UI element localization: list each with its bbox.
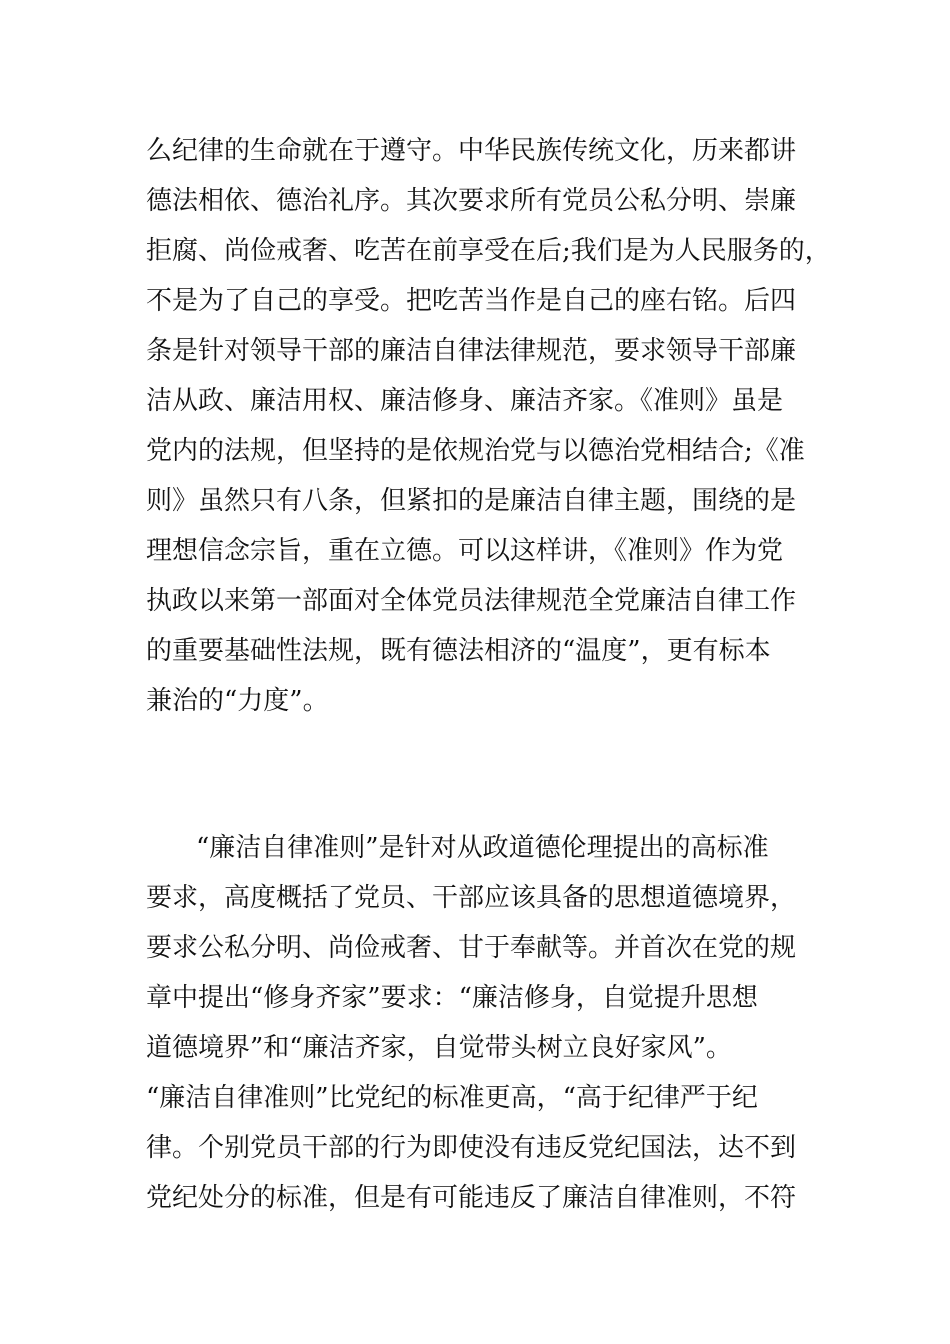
text-line: 要求公私分明、尚俭戒奢、甘于奉献等。并首次在党的规 [146,933,797,963]
text-line: 德法相依、德治礼序。其次要求所有党员公私分明、崇廉 [146,186,797,216]
text-line: 的重要基础性法规，既有德法相济的“温度”，更有标本 [146,636,771,666]
text-line: 执政以来第一部面对全体党员法律规范全党廉洁自律工作 [146,586,797,616]
text-line: 兼治的“力度”。 [146,686,329,716]
text-line: 要求，高度概括了党员、干部应该具备的思想道德境界， [146,883,797,913]
text-line: 律。个别党员干部的行为即使没有违反党纪国法，达不到 [146,1133,797,1163]
text-line: 道德境界”和“廉洁齐家，自觉带头树立良好家风”。 [146,1033,732,1063]
text-line: 拒腐、尚俭戒奢、吃苦在前享受在后;我们是为人民服务的， [146,236,831,266]
text-line: 不是为了自己的享受。把吃苦当作是自己的座右铭。后四 [146,286,797,316]
text-line: “廉洁自律准则”比党纪的标准更高，“高于纪律严于纪 [146,1083,758,1113]
text-line: 条是针对领导干部的廉洁自律法律规范，要求领导干部廉 [146,336,797,366]
text-line: 理想信念宗旨，重在立德。可以这样讲，《准则》作为党 [146,536,784,566]
text-line: 么纪律的生命就在于遵守。中华民族传统文化，历来都讲 [146,136,797,166]
text-line: 洁从政、廉洁用权、廉洁修身、廉洁齐家。《准则》虽是 [146,386,784,416]
text-line: 党内的法规，但坚持的是依规治党与以德治党相结合;《准 [146,436,805,466]
text-line: 党纪处分的标准，但是有可能违反了廉洁自律准则，不符 [146,1183,797,1213]
text-line: 章中提出“修身齐家”要求：“廉洁修身，自觉提升思想 [146,983,758,1013]
text-line: 则》虽然只有八条，但紧扣的是廉洁自律主题，围绕的是 [146,486,797,516]
text-line: “廉洁自律准则”是针对从政道德伦理提出的高标准 [196,833,769,863]
